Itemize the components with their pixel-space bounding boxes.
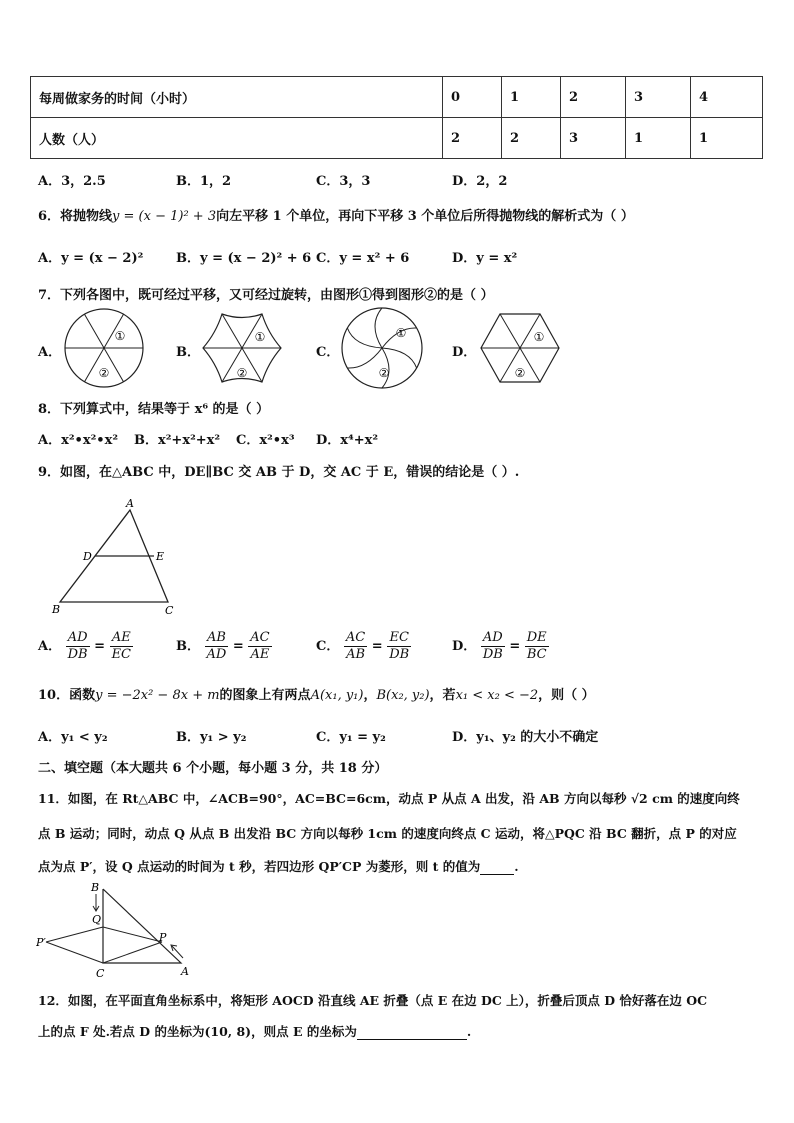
q6-option-b: B．y = (x − 2)² + 6: [176, 251, 312, 266]
figure-mark-1: ①: [254, 330, 266, 344]
q10-option-b: B．y₁ > y₂: [176, 730, 247, 745]
fraction: [66, 630, 90, 663]
option-letter: A．: [38, 639, 62, 654]
table-cell: 2: [443, 118, 502, 159]
q11-line-2: 点 B 运动；同时，动点 Q 从点 B 出发沿 BC 方向以每秒 1cm 的速度向终点 C 运动，将△PQC 沿 BC 翻折，点 P 的对应: [38, 826, 737, 841]
q8-option-b: B．x²+x²+x²: [134, 433, 221, 448]
q10-condition: x₁ < x₂ < −2: [455, 688, 539, 703]
fraction: [387, 630, 411, 663]
q11-triangle-figure: [36, 880, 196, 982]
q6-stem: [38, 205, 634, 224]
q6-option-d: D．y = x²: [452, 251, 518, 266]
q10-stem-c: ，若: [429, 688, 456, 703]
q6-stem-suffix: 向左平移 1 个单位，再向下平移 3 个单位后所得抛物线的解析式为（ ）: [216, 209, 634, 224]
numerator: AD: [66, 630, 90, 647]
figure-mark-2: ②: [514, 366, 526, 380]
q8-option-d: D．x⁴+x²: [316, 433, 379, 448]
vertex-label-a: A: [181, 965, 189, 978]
vertex-label-d: D: [83, 550, 92, 563]
table-cell: 4: [691, 77, 763, 118]
q10-point-b: B(x₂, y₂): [376, 688, 430, 703]
fraction: [110, 630, 133, 663]
numerator: AD: [481, 630, 505, 647]
section-heading: 二、填空题（本大题共 6 个小题，每小题 3 分，共 18 分）: [38, 761, 388, 776]
q7-figure-d: [476, 307, 564, 389]
vertex-label-b: B: [52, 603, 61, 616]
q12-line-1: 12．如图，在平面直角坐标系中，将矩形 AOCD 沿直线 AE 折叠（点 E 在边 DC 上），折叠后顶点 D 恰好落在边 OC: [38, 993, 708, 1008]
table-cell: 1: [626, 118, 691, 159]
table-cell: 3: [626, 77, 691, 118]
q8-option-c: C．x²•x³: [236, 433, 295, 448]
q10-formula: y = −2x² − 8x + m: [95, 688, 220, 703]
q10-option-a: A．y₁ < y₂: [38, 730, 108, 745]
figure-mark-2: ②: [98, 366, 110, 380]
numerator: EC: [387, 630, 411, 647]
q10-point-a: A(x₁, y₁): [310, 688, 364, 703]
table-cell: 1: [691, 118, 763, 159]
q9-stem: 9．如图，在△ABC 中，DE∥BC 交 AB 于 D，交 AC 于 E，错误的结论是（ ）.: [38, 465, 520, 480]
vertex-label-c: C: [165, 604, 174, 617]
q6-option-a: A．y = (x − 2)²: [38, 251, 144, 266]
denominator: DB: [482, 647, 503, 662]
q7-option-d: D．: [452, 345, 477, 360]
q10-stem-b: 的图象上有两点: [219, 688, 311, 703]
q9-option-c: C． $\frac{AC}{AB}$ = $\frac{EC}{DB}$: [316, 630, 410, 662]
q5-option-b: B．1，2: [176, 174, 232, 189]
q6-option-c: C．y = x² + 6: [316, 251, 410, 266]
fraction: [344, 630, 367, 663]
q7-option-a: A．: [38, 345, 62, 360]
q9-option-b: B． $\frac{AB}{AD}$ = $\frac{AC}{AE}$: [176, 630, 270, 662]
vertex-label-b: B: [91, 881, 100, 894]
numerator: AE: [110, 630, 133, 647]
q7-figure-b: [198, 307, 286, 389]
denominator: AE: [250, 647, 270, 662]
vertex-label-c: C: [96, 967, 105, 980]
table-row: [31, 77, 763, 118]
q11-line-3-text: 点为点 P′，设 Q 点运动的时间为 t 秒，若四边形 QP′CP 为菱形，则 t 的值为: [38, 859, 481, 874]
numerator: DE: [526, 630, 547, 645]
vertex-label-p: P: [159, 931, 167, 944]
table-cell: 人数（人）: [31, 118, 443, 159]
q12-line-2: [38, 1022, 471, 1040]
denominator: EC: [111, 647, 131, 662]
answer-blank: [357, 1025, 467, 1040]
vertex-label-a: A: [126, 497, 134, 510]
table-cell: 2: [561, 77, 626, 118]
figure-mark-1: ①: [395, 326, 407, 340]
q12-line-2-end: .: [466, 1024, 472, 1039]
fraction: [525, 630, 549, 663]
q11-line-3-end: .: [514, 859, 519, 874]
vertex-label-p-prime: P′: [36, 936, 46, 949]
table-row: [31, 118, 763, 159]
q10-stem-a: 10．函数: [38, 688, 96, 703]
q6-stem-prefix: 6．将抛物线: [38, 209, 113, 224]
table-cell: 每周做家务的时间（小时）: [31, 77, 443, 118]
q9-option-d: D． $\frac{AD}{DB}$ = $\frac{DE}{BC}$: [452, 630, 547, 662]
q9-triangle-figure: [48, 496, 183, 620]
table-cell: 3: [561, 118, 626, 159]
q5-option-d: D．2，2: [452, 174, 508, 189]
q10-stem: [38, 684, 595, 703]
q9-option-a: A． $\frac{AD}{DB}$ = $\frac{AE}{EC}$: [38, 630, 131, 662]
numerator: AB: [205, 630, 229, 647]
q11-line-1: 11．如图，在 Rt△ABC 中，∠ACB=90°，AC=BC=6cm，动点 P 从点 A 出发，沿 AB 方向以每秒 √2 cm 的速度向终: [38, 791, 740, 806]
denominator: DB: [389, 647, 410, 662]
denominator: DB: [67, 647, 88, 662]
figure-mark-1: ①: [114, 329, 126, 343]
q5-option-c: C．3，3: [316, 174, 371, 189]
q8-stem: 8．下列算式中，结果等于 x⁶ 的是（ ）: [38, 402, 270, 417]
vertex-label-e: E: [156, 550, 165, 563]
q10-separator: ，: [363, 688, 377, 703]
q10-stem-d: ，则（ ）: [538, 688, 595, 703]
q6-formula: y = (x − 1)² + 3: [112, 209, 217, 224]
housework-table: [30, 76, 763, 159]
q10-option-c: C．y₁ = y₂: [316, 730, 386, 745]
vertex-label-q: Q: [92, 913, 102, 926]
option-letter: B．: [176, 639, 200, 654]
denominator: BC: [526, 647, 547, 662]
q11-line-3: [38, 857, 519, 875]
fraction: [205, 630, 229, 663]
figure-mark-1: ①: [533, 330, 545, 344]
figure-mark-2: ②: [378, 366, 390, 380]
answer-blank: [480, 860, 514, 875]
denominator: AB: [346, 647, 366, 662]
q7-stem: 7．下列各图中，既可经过平移，又可经过旋转，由图形①得到图形②的是（ ）: [38, 288, 494, 303]
numerator: AC: [345, 630, 366, 645]
q10-option-d: D．y₁、y₂ 的大小不确定: [452, 730, 599, 745]
table-cell: 2: [502, 118, 561, 159]
q8-option-a: A．x²•x²•x²: [38, 433, 119, 448]
q7-figure-c: [338, 305, 426, 391]
figure-mark-2: ②: [236, 366, 248, 380]
table-cell: 0: [443, 77, 502, 118]
fraction: [248, 630, 271, 663]
q7-figure-a: [60, 307, 148, 389]
denominator: AD: [206, 647, 227, 662]
q5-option-a: A．3，2.5: [38, 174, 106, 189]
fraction: [481, 630, 505, 663]
table-cell: 1: [502, 77, 561, 118]
numerator: AC: [250, 630, 270, 645]
q7-option-c: C．: [316, 345, 340, 360]
option-letter: C．: [316, 639, 340, 654]
q7-option-b: B．: [176, 345, 200, 360]
option-letter: D．: [452, 639, 477, 654]
q12-line-2-text: 上的点 F 处.若点 D 的坐标为(10, 8)，则点 E 的坐标为: [38, 1024, 357, 1039]
